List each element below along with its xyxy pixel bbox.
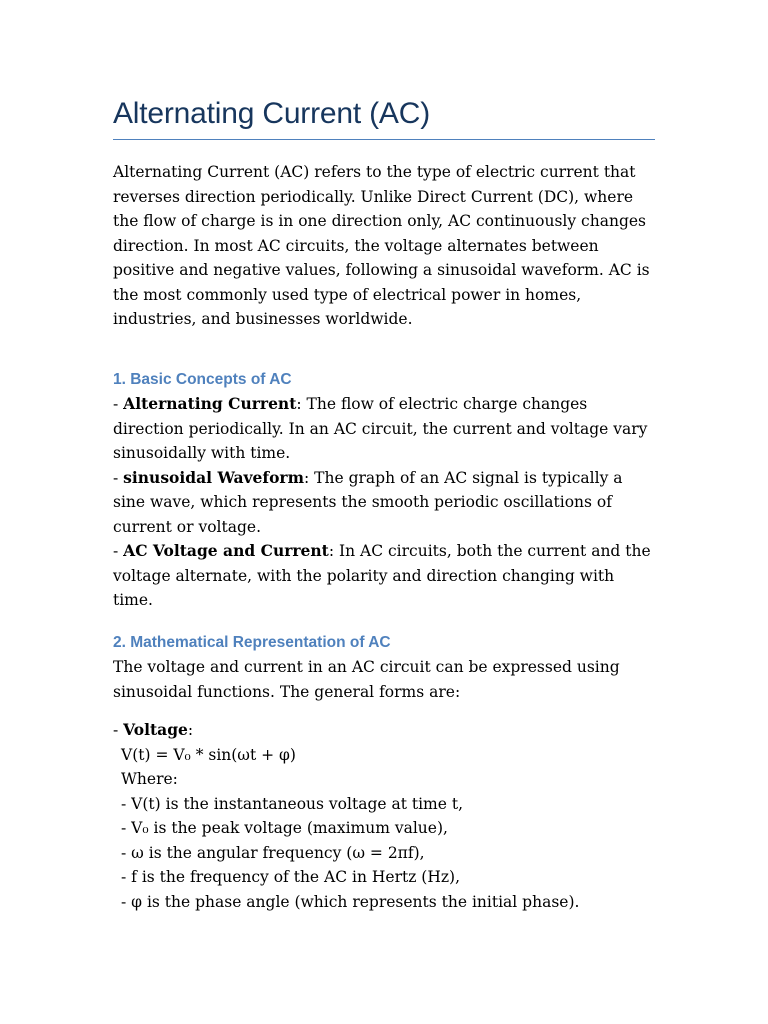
bullet-term: AC Voltage and Current: [123, 541, 329, 560]
bullet-text: : The flow of electric charge changes direction periodically. In an AC circuit, the current and voltage vary sinusoidally with time.: [113, 395, 648, 462]
page-title: Alternating Current (AC): [113, 97, 430, 130]
document-page: [113, 0, 655, 914]
bullet-term: sinusoidal Waveform: [123, 467, 304, 487]
voltage-label: [113, 718, 655, 743]
where-label: Where:: [121, 770, 178, 788]
intro-paragraph: Alternating Current (AC) refers to the type of electric current that reverses direction periodically. Unlike Direct Current (DC), where the flow of charge is in one direction only, AC continuously changes direction. In most AC circuits, the voltage alternates between positive and negative values, following a sinusoidal waveform. AC is the most commonly used type of electrical power in homes, industries, and businesses worldwide.: [113, 163, 650, 328]
bullet-prefix: -: [113, 721, 124, 739]
bullet-item: [113, 466, 655, 540]
bullet-item: [113, 539, 655, 613]
section-heading-math-representation: 2. Mathematical Representation of AC: [113, 633, 391, 651]
bullet-term: Alternating Current: [123, 394, 297, 413]
bullet-item: [113, 392, 655, 466]
definition-item: - f is the frequency of the AC in Hertz (Hz),: [121, 868, 461, 886]
definition-item: - φ is the phase angle (which represents the initial phase).: [121, 892, 580, 911]
definition-item: - ω is the angular frequency (ω = 2πf),: [121, 843, 425, 862]
bullet-suffix: :: [187, 721, 194, 739]
definition-item: - V(t) is the instantaneous voltage at time t,: [121, 794, 463, 813]
title-divider: [113, 139, 655, 140]
bullet-prefix: -: [113, 395, 124, 413]
voltage-formula: V(t) = V₀ * sin(ωt + φ): [121, 745, 296, 764]
bullet-term: Voltage: [123, 720, 188, 739]
section2-intro: The voltage and current in an AC circuit can be expressed using sinusoidal functions. The general forms are:: [113, 658, 620, 701]
bullet-text: : The graph of an AC signal is typically a sine wave, which represents the smooth periodic oscillations of current or voltage.: [113, 468, 623, 536]
bullet-prefix: -: [113, 468, 124, 487]
section-heading-basic-concepts: 1. Basic Concepts of AC: [113, 370, 292, 388]
bullet-prefix: -: [113, 542, 124, 560]
bullet-text: : In AC circuits, both the current and the voltage alternate, with the polarity and direction changing with time.: [113, 542, 651, 609]
definition-item: - V₀ is the peak voltage (maximum value),: [121, 819, 448, 837]
